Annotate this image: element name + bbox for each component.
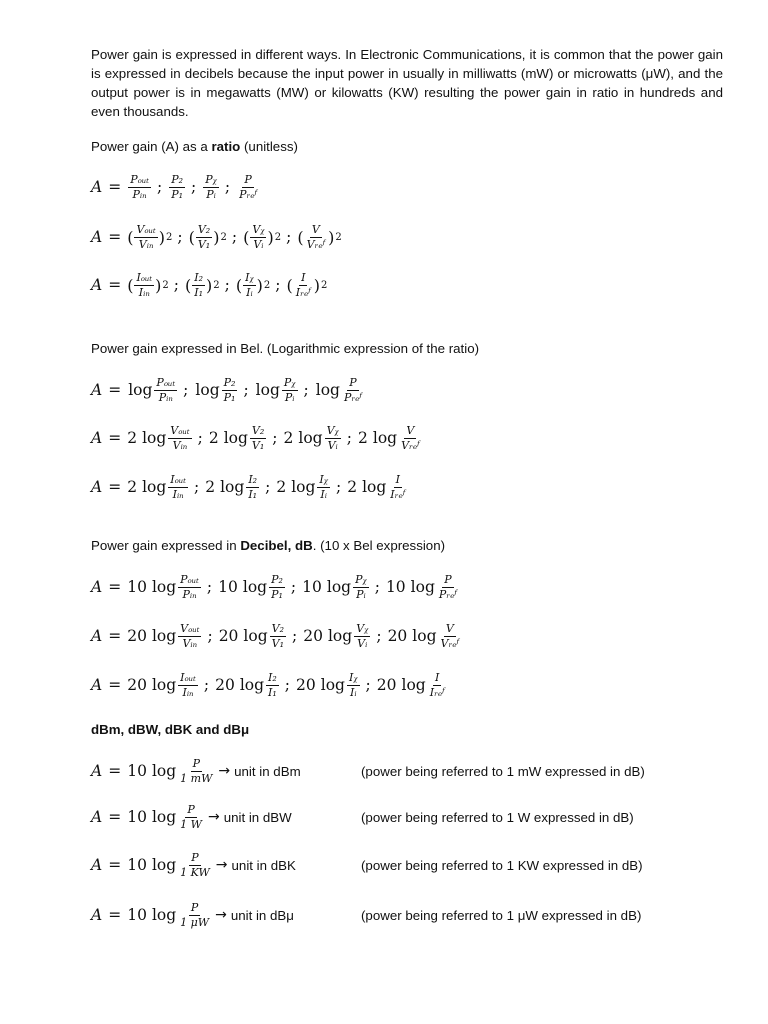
denominator: Vᵢₙ bbox=[172, 438, 188, 452]
denominator: Pᵢₙ bbox=[182, 587, 197, 601]
equation-dbm bbox=[91, 752, 301, 790]
numerator: Iᵪ bbox=[319, 472, 328, 486]
exponent: 2 bbox=[335, 231, 342, 243]
coefficient: 10 bbox=[127, 808, 147, 826]
numerator: Iₒᵤₜ bbox=[136, 270, 153, 284]
paren-close: ) bbox=[155, 275, 162, 295]
log-function: log bbox=[401, 676, 426, 694]
denominator: Pᵢ bbox=[356, 587, 366, 601]
numerator: I₂ bbox=[268, 670, 277, 684]
denominator: V₁ bbox=[197, 237, 211, 251]
equals-sign: = bbox=[108, 228, 122, 246]
separator: ; bbox=[224, 276, 230, 294]
denominator: Iᵣₑᶠ bbox=[390, 487, 406, 501]
separator: ; bbox=[265, 478, 271, 496]
equation-bel-voltage bbox=[91, 419, 423, 457]
coefficient: 10 bbox=[127, 856, 147, 874]
equals-sign: = bbox=[108, 676, 122, 694]
fraction bbox=[246, 474, 259, 501]
log-function: log bbox=[243, 627, 268, 645]
coefficient: 2 bbox=[127, 429, 138, 447]
equals-sign: = bbox=[108, 856, 122, 874]
separator: ; bbox=[156, 178, 163, 196]
fraction bbox=[270, 623, 286, 650]
fraction bbox=[134, 224, 157, 251]
log-function: log bbox=[151, 627, 177, 645]
equation-bel-power bbox=[91, 371, 365, 409]
numerator: V₂ bbox=[271, 621, 284, 635]
numerator: P bbox=[190, 900, 199, 914]
fraction bbox=[317, 474, 330, 501]
log-function: log bbox=[128, 381, 153, 399]
log-function: log bbox=[151, 578, 177, 596]
equals-sign: = bbox=[108, 627, 122, 645]
coefficient: 10 bbox=[127, 906, 147, 924]
denominator: Vᵢₙ bbox=[182, 636, 198, 650]
numerator: P₂ bbox=[271, 572, 283, 586]
numerator: Pₒᵤₜ bbox=[156, 375, 176, 389]
numerator: P₂ bbox=[223, 375, 236, 389]
coefficient: 20 bbox=[296, 676, 316, 694]
numerator: Pᵪ bbox=[355, 572, 367, 586]
log-function: log bbox=[223, 429, 248, 447]
fraction bbox=[178, 804, 204, 831]
numerator: I₂ bbox=[248, 472, 258, 486]
separator: ; bbox=[374, 578, 380, 596]
log-function: log bbox=[142, 478, 167, 496]
numerator: P bbox=[191, 850, 199, 864]
exponent: 2 bbox=[166, 231, 173, 243]
equation-db-power bbox=[91, 568, 460, 606]
separator: ; bbox=[286, 228, 292, 246]
fraction bbox=[222, 377, 238, 404]
log-function: log bbox=[291, 478, 316, 496]
numerator: V₂ bbox=[197, 222, 211, 236]
paren-open: ( bbox=[185, 275, 192, 295]
log-function: log bbox=[320, 676, 345, 694]
coefficient: 2 bbox=[208, 429, 219, 447]
fraction bbox=[168, 425, 191, 452]
heading-bel: Power gain expressed in Bel. (Logarithmic expression of the ratio) bbox=[91, 341, 480, 356]
log-function: log bbox=[151, 906, 177, 924]
numerator: Vₒᵤₜ bbox=[180, 621, 200, 635]
gain-symbol: A bbox=[91, 762, 103, 780]
numerator: P bbox=[444, 572, 452, 586]
separator: ; bbox=[365, 676, 371, 694]
separator: ; bbox=[303, 381, 309, 399]
coefficient: 20 bbox=[215, 676, 235, 694]
fraction bbox=[305, 224, 328, 251]
log-function: log bbox=[151, 808, 177, 826]
arrow-icon: → bbox=[215, 857, 228, 873]
log-function: log bbox=[255, 381, 280, 399]
equals-sign: = bbox=[108, 578, 122, 596]
separator: ; bbox=[284, 676, 291, 694]
numerator: I bbox=[301, 270, 306, 284]
fraction bbox=[196, 224, 212, 251]
fraction bbox=[178, 902, 211, 929]
fraction bbox=[266, 672, 279, 699]
fraction bbox=[178, 623, 201, 650]
note-dbu: (power being referred to 1 μW expressed in dB) bbox=[361, 907, 642, 923]
denominator: V₁ bbox=[271, 636, 284, 650]
separator: ; bbox=[275, 276, 281, 294]
numerator: V bbox=[406, 423, 415, 437]
heading-dbm: dBm, dBW, dBK and dBμ bbox=[91, 722, 250, 737]
denominator: Vᵢ bbox=[327, 438, 338, 452]
fraction bbox=[168, 474, 188, 501]
denominator: Pᵢₙ bbox=[132, 187, 147, 201]
log-function: log bbox=[242, 578, 268, 596]
denominator: Vᵣₑᶠ bbox=[401, 438, 420, 452]
separator: ; bbox=[346, 429, 352, 447]
numerator: V₂ bbox=[251, 423, 265, 437]
equation-dbk bbox=[91, 846, 296, 884]
coefficient: 20 bbox=[387, 627, 408, 645]
gain-symbol: A bbox=[91, 381, 103, 399]
numerator: I₂ bbox=[194, 270, 204, 284]
unit-label: unit in dBW bbox=[223, 809, 292, 825]
denominator: I₁ bbox=[194, 285, 204, 299]
denominator: P₁ bbox=[223, 390, 236, 404]
denominator: 1 W bbox=[180, 817, 202, 831]
fraction bbox=[243, 272, 256, 299]
exponent: 2 bbox=[321, 279, 328, 291]
unit-label: unit in dBK bbox=[231, 857, 296, 873]
denominator: I₁ bbox=[268, 685, 277, 699]
numerator: Vₒᵤₜ bbox=[170, 423, 190, 437]
numerator: V bbox=[445, 621, 454, 635]
coefficient: 10 bbox=[127, 762, 147, 780]
numerator: P bbox=[187, 802, 195, 816]
log-function: log bbox=[239, 676, 265, 694]
numerator: Iᵪ bbox=[348, 670, 358, 684]
fraction bbox=[154, 377, 177, 404]
coefficient: 10 bbox=[302, 578, 322, 596]
numerator: Iₒᵤₜ bbox=[180, 670, 196, 684]
note-dbm: (power being referred to 1 mW expressed in dB) bbox=[361, 763, 645, 779]
coefficient: 20 bbox=[127, 627, 147, 645]
gain-symbol: A bbox=[91, 906, 103, 924]
log-function: log bbox=[151, 676, 177, 694]
denominator: I₁ bbox=[248, 487, 258, 501]
exponent: 2 bbox=[220, 231, 227, 243]
gain-symbol: A bbox=[91, 228, 103, 246]
coefficient: 2 bbox=[357, 429, 368, 447]
separator: ; bbox=[197, 429, 203, 447]
separator: ; bbox=[224, 178, 231, 196]
equation-voltage-ratio bbox=[91, 218, 342, 256]
log-function: log bbox=[220, 478, 245, 496]
gain-symbol: A bbox=[91, 276, 103, 294]
heading-ratio: Power gain (A) as a ratio (unitless) bbox=[91, 139, 298, 154]
paren-open: ( bbox=[243, 227, 250, 247]
separator: ; bbox=[191, 178, 197, 196]
coefficient: 20 bbox=[376, 676, 397, 694]
numerator: Vᵪ bbox=[326, 423, 339, 437]
denominator: Pᵢₙ bbox=[158, 390, 173, 404]
paren-close: ) bbox=[206, 275, 213, 295]
paren-close: ) bbox=[313, 275, 321, 295]
numerator: P bbox=[349, 375, 357, 389]
numerator: I bbox=[395, 472, 400, 486]
fraction bbox=[269, 574, 285, 601]
numerator: Pₒᵤₜ bbox=[180, 572, 199, 586]
equation-dbw bbox=[91, 798, 292, 836]
fraction bbox=[353, 574, 369, 601]
equals-sign: = bbox=[108, 478, 122, 496]
coefficient: 10 bbox=[127, 578, 147, 596]
denominator: Vᵢ bbox=[357, 636, 368, 650]
equation-db-current bbox=[91, 666, 448, 704]
separator: ; bbox=[335, 478, 342, 496]
paren-close: ) bbox=[267, 227, 274, 247]
separator: ; bbox=[292, 627, 298, 645]
paren-open: ( bbox=[127, 227, 134, 247]
numerator: I bbox=[435, 670, 440, 684]
denominator: P₁ bbox=[171, 187, 183, 201]
equals-sign: = bbox=[108, 808, 122, 826]
fraction bbox=[437, 574, 459, 601]
numerator: Pₒᵤₜ bbox=[130, 172, 149, 186]
fraction bbox=[439, 623, 462, 650]
fraction bbox=[178, 852, 212, 879]
exponent: 2 bbox=[213, 279, 220, 291]
unit-label: unit in dBm bbox=[234, 763, 301, 779]
denominator: Iᵢ bbox=[320, 487, 327, 501]
denominator: Vᵣₑᶠ bbox=[306, 237, 326, 251]
log-function: log bbox=[315, 381, 340, 399]
denominator: Pᵣₑᶠ bbox=[343, 390, 362, 404]
separator: ; bbox=[243, 381, 249, 399]
log-function: log bbox=[151, 856, 177, 874]
fraction bbox=[237, 174, 259, 201]
denominator: Vᵢₙ bbox=[138, 237, 154, 251]
denominator: P₁ bbox=[271, 587, 283, 601]
denominator: 1 KW bbox=[180, 865, 210, 879]
unit-label: unit in dBμ bbox=[230, 907, 294, 923]
coefficient: 2 bbox=[347, 478, 358, 496]
fraction bbox=[178, 672, 198, 699]
arrow-icon: → bbox=[215, 907, 227, 923]
coefficient: 2 bbox=[276, 478, 287, 496]
numerator: P bbox=[192, 756, 200, 770]
gain-symbol: A bbox=[91, 627, 103, 645]
separator: ; bbox=[183, 381, 189, 399]
log-function: log bbox=[362, 478, 387, 496]
numerator: Vᵪ bbox=[252, 222, 265, 236]
fraction bbox=[399, 425, 422, 452]
coefficient: 10 bbox=[218, 578, 238, 596]
numerator: V bbox=[311, 222, 320, 236]
paren-open: ( bbox=[188, 227, 195, 247]
denominator: Iᵢ bbox=[246, 285, 253, 299]
denominator: Iᵣₑᶠ bbox=[295, 285, 311, 299]
log-function: log bbox=[412, 627, 437, 645]
equals-sign: = bbox=[108, 178, 122, 196]
numerator: Iₒᵤₜ bbox=[170, 472, 186, 486]
numerator: P₂ bbox=[171, 172, 183, 186]
separator: ; bbox=[207, 627, 213, 645]
exponent: 2 bbox=[162, 279, 169, 291]
note-dbk: (power being referred to 1 KW expressed in dB) bbox=[361, 857, 643, 873]
fraction bbox=[128, 174, 151, 201]
equals-sign: = bbox=[108, 762, 122, 780]
paren-close: ) bbox=[213, 227, 220, 247]
equation-dbu bbox=[91, 896, 294, 934]
gain-symbol: A bbox=[91, 676, 103, 694]
denominator: Iᵢₙ bbox=[138, 285, 150, 299]
denominator: 1 μW bbox=[180, 915, 210, 929]
separator: ; bbox=[206, 578, 213, 596]
log-function: log bbox=[372, 429, 398, 447]
equals-sign: = bbox=[108, 276, 122, 294]
numerator: Vᵪ bbox=[356, 621, 369, 635]
equals-sign: = bbox=[108, 381, 122, 399]
fraction bbox=[169, 174, 185, 201]
log-function: log bbox=[327, 627, 353, 645]
equals-sign: = bbox=[108, 906, 122, 924]
gain-symbol: A bbox=[91, 856, 103, 874]
heading-decibel: Power gain expressed in Decibel, dB. (10 x Bel expression) bbox=[91, 538, 446, 553]
denominator: Vᵣₑᶠ bbox=[440, 636, 460, 650]
denominator: V₁ bbox=[251, 438, 265, 452]
log-function: log bbox=[298, 429, 323, 447]
paren-open: ( bbox=[286, 275, 293, 295]
separator: ; bbox=[177, 228, 183, 246]
arrow-icon: → bbox=[207, 809, 220, 825]
arrow-icon: → bbox=[218, 763, 231, 779]
coefficient: 2 bbox=[205, 478, 216, 496]
numerator: Vₒᵤₜ bbox=[136, 222, 156, 236]
paren-close: ) bbox=[328, 227, 335, 247]
exponent: 2 bbox=[274, 231, 282, 243]
gain-symbol: A bbox=[91, 429, 103, 447]
fraction bbox=[325, 425, 341, 452]
fraction bbox=[428, 672, 447, 699]
fraction bbox=[282, 377, 298, 404]
paren-close: ) bbox=[158, 227, 165, 247]
numerator: Pᵪ bbox=[205, 172, 217, 186]
coefficient: 2 bbox=[283, 429, 294, 447]
fraction bbox=[388, 474, 407, 501]
separator: ; bbox=[231, 228, 238, 246]
separator: ; bbox=[193, 478, 200, 496]
gain-symbol: A bbox=[91, 178, 103, 196]
paren-open: ( bbox=[127, 275, 134, 295]
denominator: Pᵣₑᶠ bbox=[438, 587, 457, 601]
equation-current-ratio bbox=[91, 266, 327, 304]
fraction bbox=[178, 574, 201, 601]
fraction bbox=[342, 377, 364, 404]
fraction bbox=[178, 758, 214, 785]
fraction bbox=[250, 425, 266, 452]
denominator: Pᵢ bbox=[206, 187, 216, 201]
paren-open: ( bbox=[235, 275, 243, 295]
fraction bbox=[347, 672, 360, 699]
denominator: Iᵢ bbox=[349, 685, 357, 699]
intro-paragraph: Power gain is expressed in different ways. In Electronic Communications, it is common that the power gain is expressed in decibels because the input power in usually in milliwatts (mW) or microwatts (μW), and the output power is in megawatts (MW) or kilowatts (KW) resulting the power gain in ratio in hundreds and even thousands. bbox=[91, 47, 723, 119]
paren-open: ( bbox=[297, 227, 304, 247]
coefficient: 10 bbox=[385, 578, 406, 596]
fraction bbox=[354, 623, 370, 650]
separator: ; bbox=[272, 429, 278, 447]
coefficient: 20 bbox=[127, 676, 147, 694]
log-function: log bbox=[410, 578, 435, 596]
fraction bbox=[192, 272, 205, 299]
denominator: Pᵢ bbox=[284, 390, 295, 404]
log-function: log bbox=[142, 429, 167, 447]
numerator: P bbox=[244, 172, 252, 186]
fraction bbox=[294, 272, 313, 299]
fraction bbox=[250, 224, 266, 251]
separator: ; bbox=[173, 276, 179, 294]
equation-power-ratio bbox=[91, 168, 260, 206]
gain-symbol: A bbox=[91, 478, 103, 496]
fraction bbox=[134, 272, 154, 299]
gain-symbol: A bbox=[91, 808, 103, 826]
note-dbw: (power being referred to 1 W expressed in dB) bbox=[361, 809, 634, 825]
gain-symbol: A bbox=[91, 578, 103, 596]
coefficient: 20 bbox=[303, 627, 323, 645]
denominator: Iᵢₙ bbox=[172, 487, 184, 501]
log-function: log bbox=[195, 381, 220, 399]
equation-bel-current bbox=[91, 468, 408, 506]
coefficient: 2 bbox=[127, 478, 138, 496]
denominator: Pᵣₑᶠ bbox=[239, 187, 258, 201]
exponent: 2 bbox=[263, 279, 271, 291]
numerator: Iᵪ bbox=[245, 270, 254, 284]
log-function: log bbox=[151, 762, 177, 780]
equation-db-voltage bbox=[91, 617, 462, 655]
separator: ; bbox=[203, 676, 210, 694]
denominator: Iᵣₑᶠ bbox=[429, 685, 445, 699]
denominator: 1 mW bbox=[180, 771, 213, 785]
coefficient: 20 bbox=[218, 627, 239, 645]
denominator: Vᵢ bbox=[253, 237, 264, 251]
fraction bbox=[203, 174, 219, 201]
equals-sign: = bbox=[108, 429, 122, 447]
log-function: log bbox=[326, 578, 352, 596]
separator: ; bbox=[376, 627, 382, 645]
paren-close: ) bbox=[256, 275, 263, 295]
separator: ; bbox=[290, 578, 297, 596]
denominator: Iᵢₙ bbox=[182, 685, 194, 699]
numerator: Pᵪ bbox=[283, 375, 296, 389]
